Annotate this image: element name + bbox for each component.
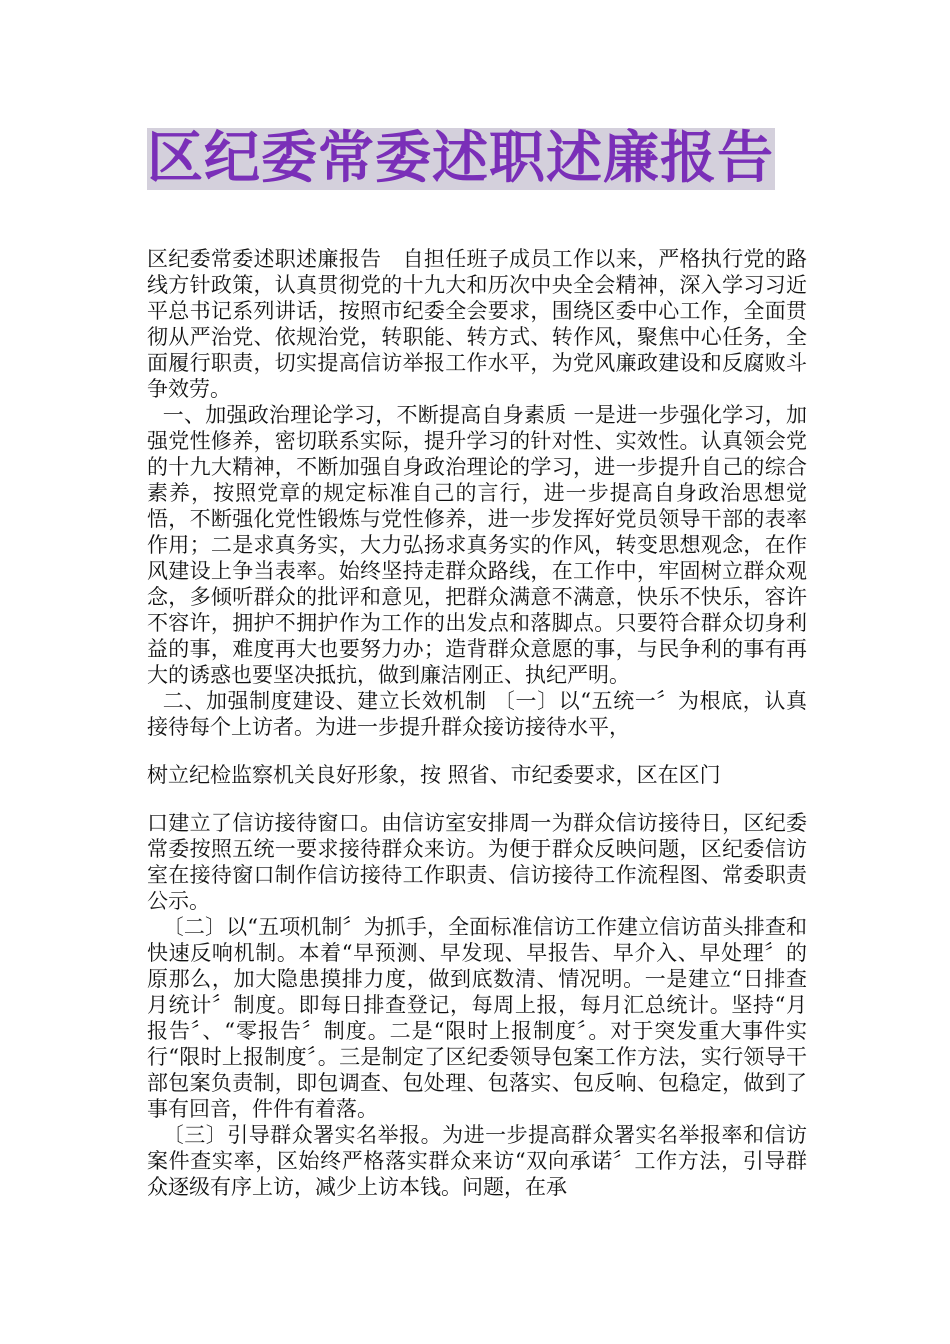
paragraph-section-2-cont: 口建立了信访接待窗口。由信访室安排周一为群众信访接待日，区纪委常委按照五统一要求接待群众来访。为便于群众反映问题，区纪委信访室在接待窗口制作信访接待工作职责、信访接待工作流程图、常委职责公示。: [147, 811, 807, 913]
document-title: 区纪委常委述职述廉报告: [147, 128, 774, 190]
title-highlight: [147, 128, 775, 190]
paragraph-section-2: 二、加强制度建设、建立长效机制 〔一〕以“五统一〞为根底，认真接待每个上访者。为进一步提升群众接访接待水平，: [147, 689, 807, 739]
paragraph-item-2: 〔二〕以“五项机制〞为抓手，全面标准信访工作建立信访苗头排查和快速反响机制。本着“早预测、早发现、早报告、早介入、早处理〞的原那么，加大隐患摸排力度，做到底数清、情况明。一是建立“日排查月统计〞制度。即每日排查登记，每周上报，每月汇总统计。坚持“月报告〞、“零报告〞制度。二是“限时上报制度〞。对于突发重大事件实行“限时上报制度〞。三是制定了区纪委领导包案工作方法，实行领导干部包案负责制，即包调查、包处理、包落实、包反响、包稳定，做到了事有回音，件件有着落。: [147, 915, 807, 1121]
paragraph-item-3: 〔三〕引导群众署实名举报。为进一步提高群众署实名举报率和信访案件查实率，区始终严格落实群众来访“双向承诺〞工作方法，引导群众逐级有序上访，减少上访本钱。问题，在承: [147, 1123, 807, 1199]
paragraph-section-1: 一、加强政治理论学习，不断提高自身素质 一是进一步强化学习，加强党性修养，密切联系实际，提升学习的针对性、实效性。认真领会党的十九大精神，不断加强自身政治理论的学习，进一步提升自己的综合素养，按照党章的规定标准自己的言行，进一步提高自身政治思想觉悟，不断强化党性锻炼与党性修养，进一步发挥好党员领导干部的表率作用；二是求真务实，大力弘扬求真务实的作风，转变思想观念，在作风建设上争当表率。始终坚持走群众路线，在工作中，牢固树立群众观念，多倾听群众的批评和意见，把群众满意不满意，快乐不快乐，容许不容许，拥护不拥护作为工作的出发点和落脚点。只要符合群众切身利益的事，难度再大也要努力办；造背群众意愿的事，与民争利的事有再大的诱惑也要坚决抵抗，做到廉洁刚正、执纪严明。: [147, 403, 807, 687]
paragraph-intro: 区纪委常委述职述廉报告 自担任班子成员工作以来，严格执行党的路线方针政策，认真贯彻党的十九大和历次中央全会精神，深入学习习近平总书记系列讲话，按照市纪委全会要求，围绕区委中心工作，全面贯彻从严治党、依规治党，转职能、转方式、转作风，聚焦中心任务，全面履行职责，切实提高信访举报工作水平，为党风廉政建设和反腐败斗争效劳。: [147, 247, 807, 401]
paragraph-section-2-line: 树立纪检监察机关良好形象，按 照省、市纪委要求，区在区门: [147, 763, 721, 787]
document-body: [147, 246, 807, 1200]
